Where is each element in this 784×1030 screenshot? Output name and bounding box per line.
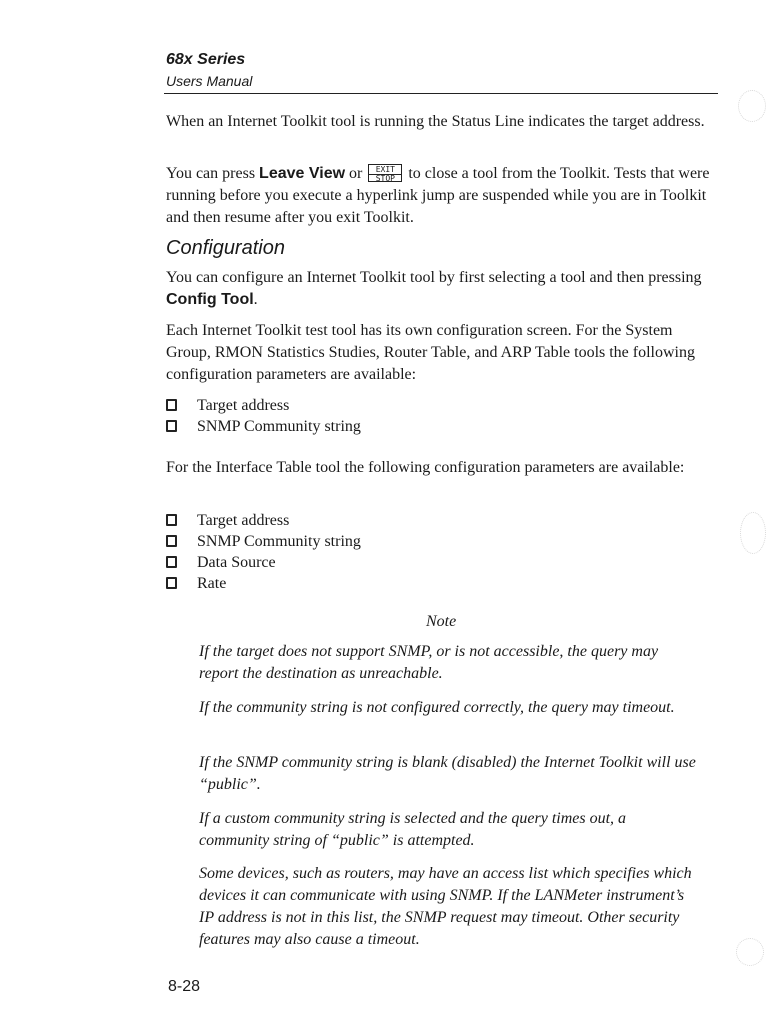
- list-item-text: SNMP Community string: [197, 418, 361, 435]
- note-paragraph: If the SNMP community string is blank (disabled) the Internet Toolkit will use “public”.: [199, 754, 696, 793]
- exit-stop-key-icon: [368, 164, 402, 182]
- page-number: 8-28: [168, 978, 201, 995]
- paragraph-interface-table: For the Interface Table tool the following configuration parameters are available:: [166, 459, 685, 476]
- scan-smudge: [736, 938, 764, 966]
- paragraph-text: You can configure an Internet Toolkit tool by first selecting a tool and then pressing: [166, 269, 702, 286]
- checkbox-bullet-icon: [166, 556, 177, 568]
- header-series: 68x Series: [166, 51, 246, 68]
- checkbox-bullet-icon: [166, 420, 177, 432]
- paragraph-config-screen: Each Internet Toolkit test tool has its own configuration screen. For the System Group, RMON Statistics Studies, Router Table, and ARP Table tools the following configuration parameters are available:: [166, 322, 695, 383]
- section-title: Configuration: [166, 237, 285, 259]
- paragraph-text: or: [345, 165, 367, 182]
- key-exit-label: EXIT: [375, 165, 395, 174]
- key-stop-label: STOP: [369, 174, 401, 183]
- note-title: Note: [426, 613, 457, 630]
- paragraph-text: .: [253, 291, 258, 308]
- list-item-text: Rate: [197, 575, 227, 592]
- config-tool-key-label: Config Tool: [166, 291, 254, 308]
- list-item-text: SNMP Community string: [197, 533, 361, 550]
- note-paragraph: Some devices, such as routers, may have an access list which specifies which devices it can communicate with using SNMP. If the LANMeter instrument’s IP address is not in this list, the SNMP request may timeout. Other security features may also cause a timeout.: [199, 865, 692, 948]
- checkbox-bullet-icon: [166, 535, 177, 547]
- header-rule: [164, 93, 718, 94]
- note-paragraph: If the community string is not configured correctly, the query may timeout.: [199, 699, 675, 716]
- note-paragraph: If a custom community string is selected and the query times out, a community string of “public” is attempted.: [199, 810, 627, 849]
- leave-view-key-label: Leave View: [259, 165, 346, 182]
- scan-smudge: [740, 512, 766, 554]
- paragraph-text: to close a tool from the Toolkit. Tests that were running before you execute a hyperlink jump are suspended while you are in Toolkit and then resume after you exit Toolkit.: [166, 165, 710, 226]
- note-paragraph: If the target does not support SNMP, or is not accessible, the query may report the destination as unreachable.: [199, 643, 659, 682]
- list-item-text: Target address: [197, 512, 290, 529]
- paragraph-status-line: When an Internet Toolkit tool is running the Status Line indicates the target address.: [166, 113, 705, 130]
- list-item-text: Data Source: [197, 554, 276, 571]
- paragraph-configure: [166, 267, 711, 311]
- scan-smudge: [738, 90, 766, 122]
- checkbox-bullet-icon: [166, 514, 177, 526]
- paragraph-leave-view: [166, 163, 711, 229]
- list-item-text: Target address: [197, 397, 290, 414]
- checkbox-bullet-icon: [166, 577, 177, 589]
- checkbox-bullet-icon: [166, 399, 177, 411]
- paragraph-text: You can press: [166, 165, 260, 182]
- header-manual: Users Manual: [166, 73, 253, 89]
